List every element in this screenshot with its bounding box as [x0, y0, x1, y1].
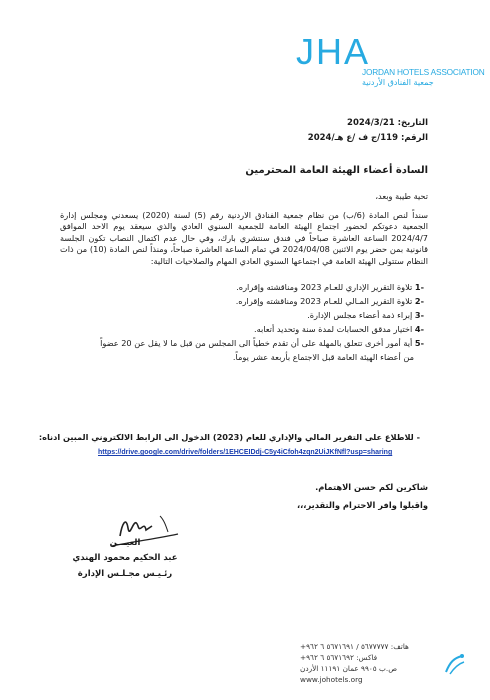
- agenda-item-5-continuation: من أعضاء الهيئة العامة قبل الاجتماع بأربعة عشر يوماً.: [232, 352, 414, 362]
- signatory-name: عبد الحكيم محمود الهندي: [72, 553, 178, 563]
- report-link[interactable]: https://drive.google.com/drive/folders/1EHCEIDdj-C5y4iCfoh4zqn2UiJKfNfl?usp=sharing: [98, 449, 393, 456]
- footer-website[interactable]: www.johotels.org: [300, 675, 363, 684]
- letter-paragraph: سنداً لنص المادة (6/ب) من نظام جمعية الفنادق الاردنية رقم (5) لسنة (2020) يسعدني ومجلس إدارة الجمعية دعوتكم لحضور اجتماع الهيئة العامة للجمعية السنوي العادي والذي سيعقد يوم الاحد الموافق 2024/4/7 الساعة العاشرة صباحاً في فندق سنتشري بارك، وفي حال عدم اكتمال النصاب تكون الجلسة قانونية بمن حضر يوم الاثنين 2024/04/08 في تمام الساعة العاشرة صباحاً، ومنذاً لنص المادة (10) من ذات النظام ستتولى الهيئة العامة في اجتماعها السنوي العادي المهام والصلاحيات التالية:: [60, 210, 428, 266]
- signatory-title: العيـــن: [109, 538, 141, 548]
- footer-contact: [300, 641, 410, 685]
- report-link-note: - للاطلاع على التقرير المالي والإداري للعام (2023) الدخول الى الرابط الالكتروني المبين ادناه:: [38, 432, 420, 442]
- agenda-item-1: -1 تلاوة التقرير الإداري للعـام 2023 ومناقشته وإقراره.: [236, 282, 424, 292]
- footer-fax: فاكس: ٥٦٧١٦٩٢ ٦ ٩٦٢+: [300, 653, 378, 662]
- footer-phone: هاتف: ٥٦٧٧٧٧٧ / ٥٦٧١٦٩١ ٦ ٩٦٢+: [300, 642, 409, 651]
- letter-title: السادة أعضاء الهيئة العامة المحترمين: [245, 165, 428, 176]
- logo-english-name: JORDAN HOTELS ASSOCIATION: [362, 67, 485, 77]
- agenda-item-2: -2 تلاوة التقرير المـالي للعـام 2023 ومناقشته وإقراره.: [235, 296, 424, 306]
- letter-date: التاريخ: 2024/3/21: [347, 118, 428, 128]
- letter-greeting: تحية طيبة وبعد،: [375, 191, 428, 201]
- letter-reference: الرقم: 119/ج ف /ع هـ/2024: [307, 133, 428, 143]
- association-emblem-icon: [440, 650, 470, 680]
- signatory-position: رئـيـس مجـلـس الإدارة: [77, 569, 173, 579]
- agenda-item-5: -5 أية أمور أخرى تتعلق بالمهلة على أن تقدم خطياً الى المجلس من قبل ما لا يقل عن 20 عضواً: [100, 338, 424, 348]
- jha-logo: [295, 31, 485, 90]
- agenda-item-4: -4 اختيار مدقق الحسابات لمدة سنة وتحديد أتعابه.: [253, 324, 424, 334]
- logo-arabic-name: جمعية الفنادق الأردنية: [362, 78, 434, 87]
- agenda-item-3: -3 إبراء ذمة أعضاء مجلس الإدارة.: [307, 310, 424, 320]
- logo-letters: JHA: [295, 31, 370, 72]
- jha-logo-mark: [295, 31, 480, 72]
- regards-line: واقبلوا وافر الاحترام والتقدير،،،: [297, 500, 428, 510]
- footer-pobox: ص.ب ٩٩٠٥ عمان ١١١٩١ الأردن: [300, 664, 398, 673]
- thanks-line: شاكرين لكم حسن الاهتمام.: [315, 482, 428, 492]
